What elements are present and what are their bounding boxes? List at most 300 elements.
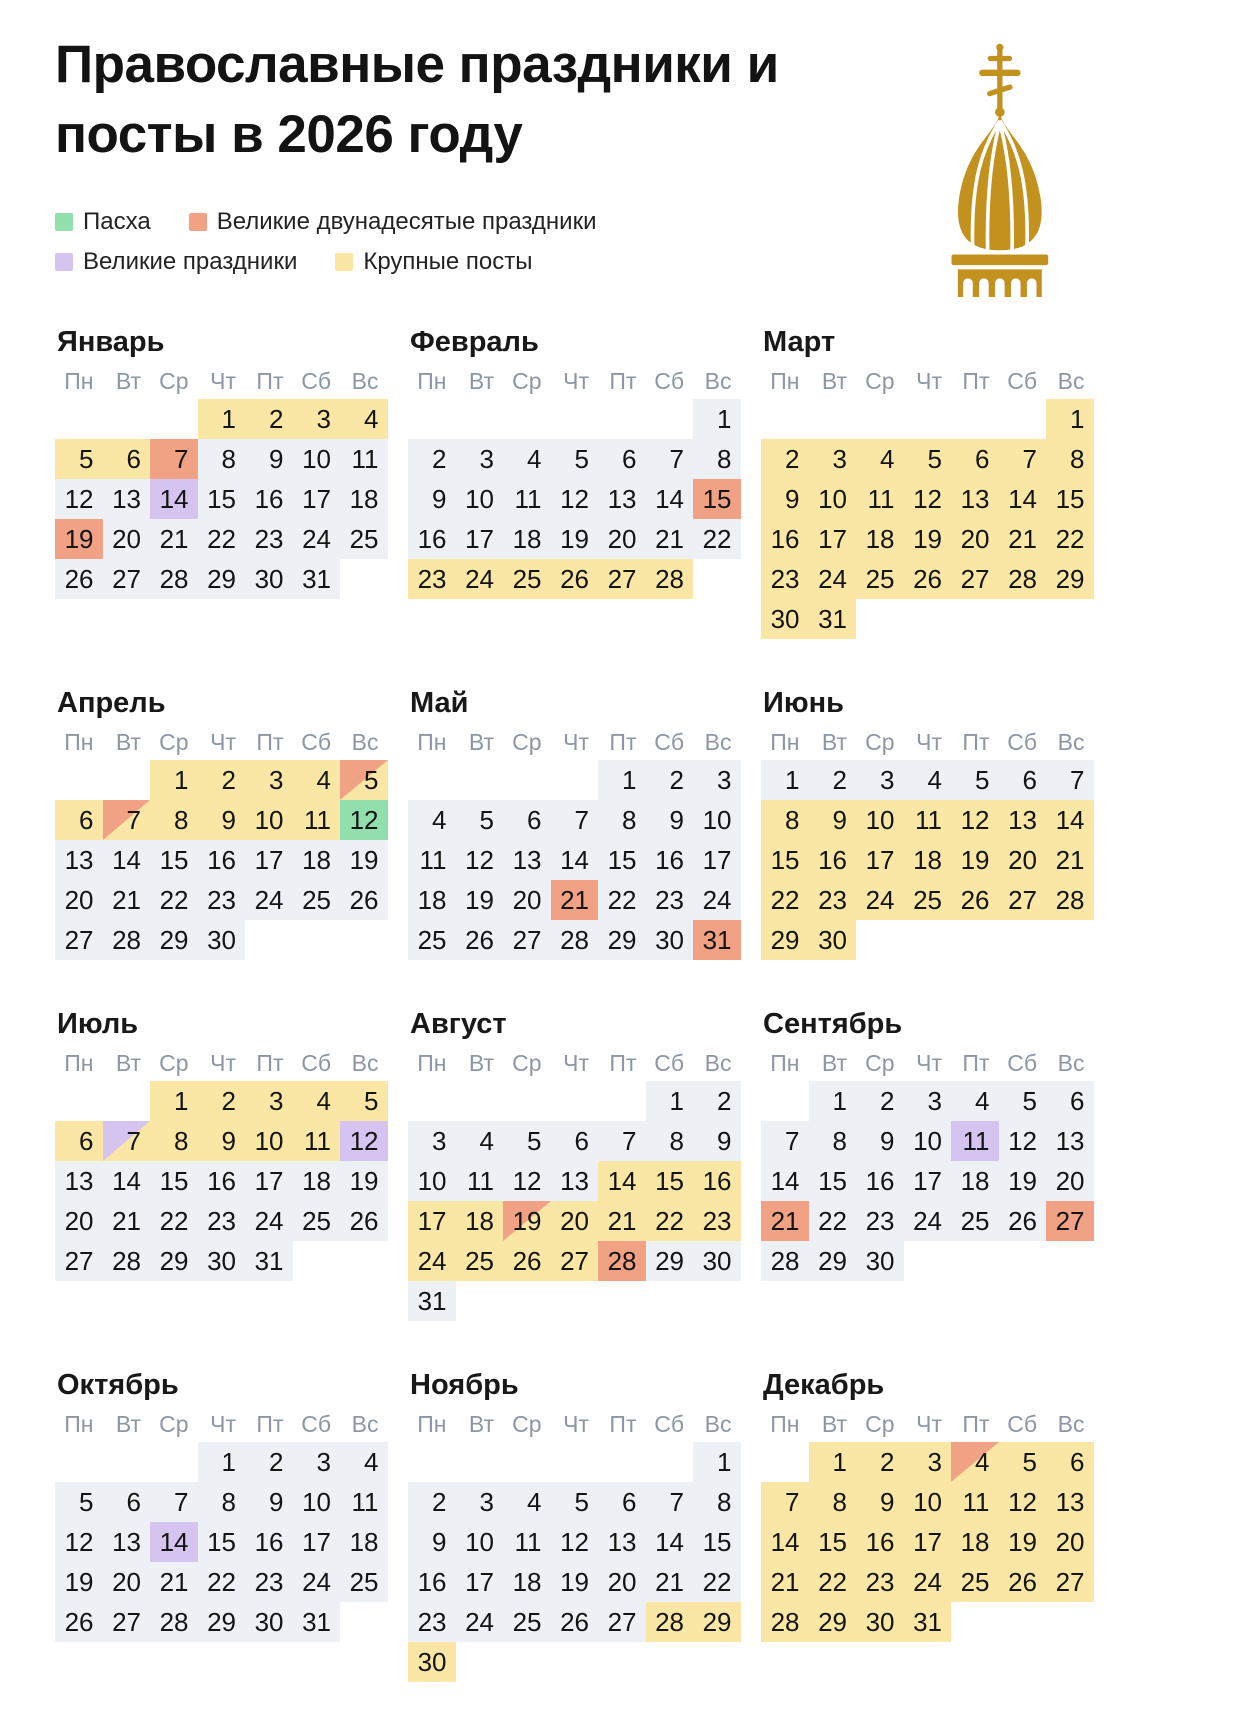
weekday-label: Сб bbox=[654, 728, 684, 755]
day-cell: 23 bbox=[198, 1201, 246, 1241]
day-cell: 30 bbox=[809, 920, 857, 960]
day-cell: 24 bbox=[293, 1562, 341, 1602]
day-cell: 30 bbox=[198, 920, 246, 960]
month-title: Май bbox=[410, 686, 469, 719]
weekday-label: Вс bbox=[1057, 728, 1085, 755]
day-cell: 8 bbox=[646, 1121, 694, 1161]
weekday-label: Вт bbox=[821, 1049, 847, 1076]
day-cell: 22 bbox=[198, 1562, 246, 1602]
day-cell: 22 bbox=[809, 1201, 857, 1241]
great-feasts-swatch bbox=[55, 253, 73, 271]
day-cell: 14 bbox=[551, 840, 599, 880]
day-cell: 7 bbox=[999, 439, 1047, 479]
day-cell: 6 bbox=[999, 760, 1047, 800]
day-cell: 4 bbox=[503, 1482, 551, 1522]
days-grid bbox=[55, 760, 388, 960]
day-cell: 1 bbox=[150, 760, 198, 800]
days-grid bbox=[408, 760, 741, 960]
day-cell: 28 bbox=[150, 559, 198, 599]
day-cell: 12 bbox=[904, 479, 952, 519]
day-cell: 20 bbox=[55, 880, 103, 920]
day-cell: 27 bbox=[103, 559, 151, 599]
legend-label: Великие двунадесятые праздники bbox=[216, 207, 597, 235]
day-cell: 27 bbox=[1046, 1562, 1094, 1602]
weekday-label: Вс bbox=[351, 1049, 379, 1076]
day-cell: 14 bbox=[761, 1161, 809, 1201]
day-cell: 1 bbox=[1046, 399, 1094, 439]
day-cell: 18 bbox=[456, 1201, 504, 1241]
day-cell: 15 bbox=[761, 840, 809, 880]
day-cell: 1 bbox=[809, 1442, 857, 1482]
day-cell: 3 bbox=[904, 1081, 952, 1121]
empty-cell bbox=[761, 1442, 809, 1482]
day-cell: 3 bbox=[293, 1442, 341, 1482]
day-cell: 15 bbox=[198, 479, 246, 519]
weekday-label: Пн bbox=[64, 1049, 94, 1076]
day-cell: 20 bbox=[103, 519, 151, 559]
day-cell: 17 bbox=[904, 1161, 952, 1201]
day-cell: 31 bbox=[809, 599, 857, 639]
day-cell: 13 bbox=[951, 479, 999, 519]
weekday-label: Вт bbox=[115, 728, 141, 755]
day-cell: 28 bbox=[551, 920, 599, 960]
days-grid bbox=[55, 1442, 388, 1642]
day-cell: 9 bbox=[198, 1121, 246, 1161]
weekday-label: Пт bbox=[256, 728, 284, 755]
month-title: Февраль bbox=[410, 325, 539, 358]
day-cell: 13 bbox=[598, 479, 646, 519]
empty-cell bbox=[408, 1442, 456, 1482]
legend-item-great-feasts bbox=[55, 248, 297, 276]
day-cell: 24 bbox=[456, 559, 504, 599]
day-cell: 26 bbox=[456, 920, 504, 960]
weekday-label: Сб bbox=[1007, 1049, 1037, 1076]
weekday-label: Пн bbox=[770, 367, 800, 394]
day-cell: 6 bbox=[55, 800, 103, 840]
month-title: Июль bbox=[57, 1007, 139, 1040]
day-cell: 16 bbox=[198, 840, 246, 880]
day-cell: 5 bbox=[999, 1442, 1047, 1482]
day-cell: 25 bbox=[503, 1602, 551, 1642]
day-cell: 8 bbox=[809, 1482, 857, 1522]
day-cell: 19 bbox=[951, 840, 999, 880]
day-cell: 4 bbox=[340, 1442, 388, 1482]
day-cell: 19 bbox=[55, 519, 103, 559]
day-cell: 2 bbox=[761, 439, 809, 479]
month-title: Октябрь bbox=[57, 1368, 179, 1401]
months-grid bbox=[55, 326, 1237, 1682]
weekday-label: Чт bbox=[916, 728, 942, 755]
day-cell: 24 bbox=[408, 1241, 456, 1281]
weekday-label: Пт bbox=[609, 728, 637, 755]
day-cell: 30 bbox=[761, 599, 809, 639]
day-cell: 14 bbox=[103, 840, 151, 880]
day-cell: 21 bbox=[150, 1562, 198, 1602]
day-cell: 2 bbox=[856, 1442, 904, 1482]
day-cell: 14 bbox=[1046, 800, 1094, 840]
empty-cell bbox=[761, 399, 809, 439]
legend-label: Великие праздники bbox=[83, 247, 298, 275]
weekday-label: Пн bbox=[770, 1049, 800, 1076]
month-март bbox=[761, 326, 1094, 639]
day-cell: 23 bbox=[408, 1602, 456, 1642]
weekday-header bbox=[761, 1406, 1094, 1442]
day-cell: 11 bbox=[951, 1121, 999, 1161]
weekday-header bbox=[408, 1406, 741, 1442]
day-cell: 26 bbox=[503, 1241, 551, 1281]
day-cell: 8 bbox=[198, 439, 246, 479]
day-cell: 14 bbox=[646, 479, 694, 519]
weekday-label: Пт bbox=[962, 367, 990, 394]
day-cell: 3 bbox=[293, 399, 341, 439]
day-cell: 23 bbox=[245, 1562, 293, 1602]
day-cell: 18 bbox=[340, 1522, 388, 1562]
day-cell: 27 bbox=[999, 880, 1047, 920]
day-cell: 26 bbox=[551, 1602, 599, 1642]
weekday-label: Вс bbox=[1057, 1410, 1085, 1437]
day-cell: 21 bbox=[999, 519, 1047, 559]
weekday-header bbox=[55, 724, 388, 760]
day-cell: 21 bbox=[551, 880, 599, 920]
day-cell: 14 bbox=[761, 1522, 809, 1562]
day-cell: 4 bbox=[951, 1442, 999, 1482]
day-cell: 9 bbox=[245, 1482, 293, 1522]
day-cell: 17 bbox=[456, 519, 504, 559]
day-cell: 17 bbox=[456, 1562, 504, 1602]
weekday-label: Вс bbox=[704, 1410, 732, 1437]
weekday-label: Пт bbox=[609, 367, 637, 394]
weekday-label: Вс bbox=[351, 367, 379, 394]
day-cell: 18 bbox=[408, 880, 456, 920]
weekday-label: Чт bbox=[916, 367, 942, 394]
day-cell: 5 bbox=[55, 439, 103, 479]
day-cell: 15 bbox=[809, 1522, 857, 1562]
day-cell: 6 bbox=[598, 439, 646, 479]
empty-cell bbox=[103, 1081, 151, 1121]
days-grid bbox=[761, 399, 1094, 639]
day-cell: 20 bbox=[1046, 1522, 1094, 1562]
day-cell: 29 bbox=[761, 920, 809, 960]
day-cell: 8 bbox=[1046, 439, 1094, 479]
empty-cell bbox=[999, 399, 1047, 439]
day-cell: 17 bbox=[245, 840, 293, 880]
day-cell: 25 bbox=[456, 1241, 504, 1281]
weekday-label: Вс bbox=[1057, 367, 1085, 394]
day-cell: 13 bbox=[999, 800, 1047, 840]
day-cell: 7 bbox=[103, 1121, 151, 1161]
day-cell: 5 bbox=[340, 760, 388, 800]
month-ноябрь bbox=[408, 1369, 741, 1682]
day-cell: 15 bbox=[809, 1161, 857, 1201]
day-cell: 3 bbox=[245, 1081, 293, 1121]
day-cell: 13 bbox=[598, 1522, 646, 1562]
day-cell: 19 bbox=[551, 519, 599, 559]
day-cell: 13 bbox=[1046, 1121, 1094, 1161]
month-title: Январь bbox=[57, 325, 165, 358]
empty-cell bbox=[55, 1081, 103, 1121]
weekday-label: Вт bbox=[821, 1410, 847, 1437]
day-cell: 5 bbox=[456, 800, 504, 840]
day-cell: 30 bbox=[198, 1241, 246, 1281]
day-cell: 5 bbox=[503, 1121, 551, 1161]
day-cell: 6 bbox=[103, 1482, 151, 1522]
day-cell: 22 bbox=[150, 880, 198, 920]
day-cell: 2 bbox=[198, 1081, 246, 1121]
day-cell: 1 bbox=[693, 399, 741, 439]
empty-cell bbox=[809, 399, 857, 439]
weekday-label: Пн bbox=[417, 1049, 447, 1076]
day-cell: 8 bbox=[150, 1121, 198, 1161]
legend-item-easter bbox=[55, 208, 151, 236]
weekday-label: Ср bbox=[865, 1049, 895, 1076]
day-cell: 10 bbox=[456, 479, 504, 519]
empty-cell bbox=[503, 1442, 551, 1482]
empty-cell bbox=[761, 1081, 809, 1121]
weekday-label: Сб bbox=[1007, 728, 1037, 755]
weekday-label: Чт bbox=[563, 367, 589, 394]
weekday-label: Чт bbox=[210, 367, 236, 394]
day-cell: 13 bbox=[55, 1161, 103, 1201]
day-cell: 19 bbox=[999, 1522, 1047, 1562]
day-cell: 7 bbox=[103, 800, 151, 840]
day-cell: 24 bbox=[693, 880, 741, 920]
empty-cell bbox=[456, 1081, 504, 1121]
day-cell: 29 bbox=[198, 559, 246, 599]
day-cell: 3 bbox=[456, 1482, 504, 1522]
day-cell: 18 bbox=[951, 1522, 999, 1562]
day-cell: 27 bbox=[1046, 1201, 1094, 1241]
weekday-label: Чт bbox=[563, 1049, 589, 1076]
day-cell: 5 bbox=[340, 1081, 388, 1121]
day-cell: 27 bbox=[55, 920, 103, 960]
day-cell: 7 bbox=[1046, 760, 1094, 800]
day-cell: 10 bbox=[245, 800, 293, 840]
day-cell: 29 bbox=[809, 1602, 857, 1642]
day-cell: 3 bbox=[245, 760, 293, 800]
days-grid bbox=[408, 399, 741, 599]
empty-cell bbox=[503, 399, 551, 439]
days-grid bbox=[55, 399, 388, 599]
weekday-label: Чт bbox=[916, 1049, 942, 1076]
day-cell: 14 bbox=[150, 1522, 198, 1562]
weekday-label: Сб bbox=[301, 1410, 331, 1437]
day-cell: 30 bbox=[646, 920, 694, 960]
day-cell: 21 bbox=[103, 880, 151, 920]
empty-cell bbox=[55, 1442, 103, 1482]
weekday-label: Вт bbox=[115, 1410, 141, 1437]
weekday-label: Вс bbox=[704, 367, 732, 394]
weekday-label: Сб bbox=[654, 1410, 684, 1437]
month-title: Март bbox=[763, 325, 836, 358]
day-cell: 11 bbox=[293, 800, 341, 840]
day-cell: 27 bbox=[551, 1241, 599, 1281]
day-cell: 4 bbox=[856, 439, 904, 479]
weekday-label: Ср bbox=[159, 728, 189, 755]
day-cell: 18 bbox=[503, 1562, 551, 1602]
day-cell: 18 bbox=[503, 519, 551, 559]
day-cell: 18 bbox=[904, 840, 952, 880]
weekday-header bbox=[761, 724, 1094, 760]
empty-cell bbox=[150, 1442, 198, 1482]
day-cell: 5 bbox=[904, 439, 952, 479]
day-cell: 23 bbox=[809, 880, 857, 920]
day-cell: 3 bbox=[809, 439, 857, 479]
weekday-label: Вс bbox=[351, 728, 379, 755]
day-cell: 21 bbox=[1046, 840, 1094, 880]
weekday-label: Пн bbox=[417, 728, 447, 755]
day-cell: 26 bbox=[951, 880, 999, 920]
day-cell: 10 bbox=[856, 800, 904, 840]
empty-cell bbox=[503, 1081, 551, 1121]
days-grid bbox=[761, 1081, 1094, 1281]
day-cell: 16 bbox=[693, 1161, 741, 1201]
weekday-label: Ср bbox=[865, 728, 895, 755]
day-cell: 25 bbox=[340, 1562, 388, 1602]
day-cell: 2 bbox=[646, 760, 694, 800]
day-cell: 30 bbox=[856, 1602, 904, 1642]
day-cell: 22 bbox=[198, 519, 246, 559]
weekday-label: Пн bbox=[770, 1410, 800, 1437]
day-cell: 26 bbox=[55, 559, 103, 599]
day-cell: 24 bbox=[456, 1602, 504, 1642]
month-май bbox=[408, 687, 741, 960]
day-cell: 7 bbox=[646, 1482, 694, 1522]
weekday-label: Пт bbox=[609, 1410, 637, 1437]
day-cell: 23 bbox=[693, 1201, 741, 1241]
day-cell: 1 bbox=[809, 1081, 857, 1121]
day-cell: 7 bbox=[761, 1121, 809, 1161]
day-cell: 25 bbox=[951, 1201, 999, 1241]
empty-cell bbox=[103, 760, 151, 800]
day-cell: 17 bbox=[809, 519, 857, 559]
day-cell: 8 bbox=[598, 800, 646, 840]
day-cell: 20 bbox=[598, 519, 646, 559]
day-cell: 11 bbox=[503, 479, 551, 519]
day-cell: 14 bbox=[999, 479, 1047, 519]
day-cell: 8 bbox=[761, 800, 809, 840]
day-cell: 1 bbox=[198, 1442, 246, 1482]
day-cell: 22 bbox=[809, 1562, 857, 1602]
day-cell: 7 bbox=[761, 1482, 809, 1522]
day-cell: 10 bbox=[293, 439, 341, 479]
day-cell: 9 bbox=[198, 800, 246, 840]
day-cell: 24 bbox=[809, 559, 857, 599]
weekday-label: Пн bbox=[417, 367, 447, 394]
day-cell: 31 bbox=[293, 1602, 341, 1642]
day-cell: 26 bbox=[340, 880, 388, 920]
day-cell: 12 bbox=[551, 1522, 599, 1562]
day-cell: 15 bbox=[198, 1522, 246, 1562]
day-cell: 5 bbox=[551, 1482, 599, 1522]
day-cell: 31 bbox=[245, 1241, 293, 1281]
empty-cell bbox=[456, 760, 504, 800]
major-fasts-swatch bbox=[335, 253, 353, 271]
day-cell: 20 bbox=[598, 1562, 646, 1602]
weekday-label: Сб bbox=[301, 728, 331, 755]
empty-cell bbox=[598, 1442, 646, 1482]
day-cell: 25 bbox=[408, 920, 456, 960]
day-cell: 12 bbox=[999, 1482, 1047, 1522]
day-cell: 19 bbox=[55, 1562, 103, 1602]
day-cell: 4 bbox=[293, 760, 341, 800]
day-cell: 15 bbox=[1046, 479, 1094, 519]
weekday-label: Чт bbox=[210, 1049, 236, 1076]
empty-cell bbox=[103, 399, 151, 439]
days-grid bbox=[408, 1442, 741, 1682]
weekday-header bbox=[408, 724, 741, 760]
day-cell: 1 bbox=[598, 760, 646, 800]
day-cell: 17 bbox=[856, 840, 904, 880]
weekday-label: Вт bbox=[821, 367, 847, 394]
day-cell: 24 bbox=[245, 1201, 293, 1241]
day-cell: 4 bbox=[951, 1081, 999, 1121]
day-cell: 18 bbox=[951, 1161, 999, 1201]
day-cell: 13 bbox=[103, 479, 151, 519]
weekday-label: Пт bbox=[256, 1410, 284, 1437]
day-cell: 12 bbox=[551, 479, 599, 519]
day-cell: 21 bbox=[761, 1562, 809, 1602]
day-cell: 31 bbox=[693, 920, 741, 960]
day-cell: 25 bbox=[503, 559, 551, 599]
day-cell: 27 bbox=[951, 559, 999, 599]
day-cell: 15 bbox=[598, 840, 646, 880]
day-cell: 22 bbox=[1046, 519, 1094, 559]
day-cell: 21 bbox=[150, 519, 198, 559]
empty-cell bbox=[55, 760, 103, 800]
day-cell: 22 bbox=[761, 880, 809, 920]
month-title: Апрель bbox=[57, 686, 166, 719]
day-cell: 6 bbox=[55, 1121, 103, 1161]
month-title: Декабрь bbox=[763, 1368, 885, 1401]
weekday-label: Чт bbox=[563, 1410, 589, 1437]
day-cell: 10 bbox=[245, 1121, 293, 1161]
empty-cell bbox=[456, 399, 504, 439]
day-cell: 4 bbox=[408, 800, 456, 840]
day-cell: 23 bbox=[761, 559, 809, 599]
weekday-label: Ср bbox=[512, 728, 542, 755]
day-cell: 15 bbox=[150, 840, 198, 880]
empty-cell bbox=[551, 1081, 599, 1121]
day-cell: 19 bbox=[340, 1161, 388, 1201]
day-cell: 9 bbox=[761, 479, 809, 519]
day-cell: 17 bbox=[293, 479, 341, 519]
day-cell: 15 bbox=[693, 479, 741, 519]
day-cell: 16 bbox=[856, 1161, 904, 1201]
day-cell: 3 bbox=[904, 1442, 952, 1482]
day-cell: 6 bbox=[503, 800, 551, 840]
day-cell: 9 bbox=[856, 1121, 904, 1161]
day-cell: 1 bbox=[646, 1081, 694, 1121]
day-cell: 22 bbox=[646, 1201, 694, 1241]
weekday-label: Сб bbox=[1007, 367, 1037, 394]
day-cell: 4 bbox=[904, 760, 952, 800]
weekday-label: Сб bbox=[301, 367, 331, 394]
weekday-label: Вт bbox=[468, 367, 494, 394]
day-cell: 16 bbox=[761, 519, 809, 559]
day-cell: 2 bbox=[809, 760, 857, 800]
days-grid bbox=[761, 1442, 1094, 1642]
day-cell: 8 bbox=[809, 1121, 857, 1161]
weekday-label: Пт bbox=[962, 1049, 990, 1076]
day-cell: 3 bbox=[856, 760, 904, 800]
month-title: Ноябрь bbox=[410, 1368, 519, 1401]
day-cell: 8 bbox=[198, 1482, 246, 1522]
weekday-label: Сб bbox=[301, 1049, 331, 1076]
weekday-label: Чт bbox=[916, 1410, 942, 1437]
weekday-label: Вс bbox=[704, 1049, 732, 1076]
empty-cell bbox=[598, 399, 646, 439]
day-cell: 6 bbox=[551, 1121, 599, 1161]
